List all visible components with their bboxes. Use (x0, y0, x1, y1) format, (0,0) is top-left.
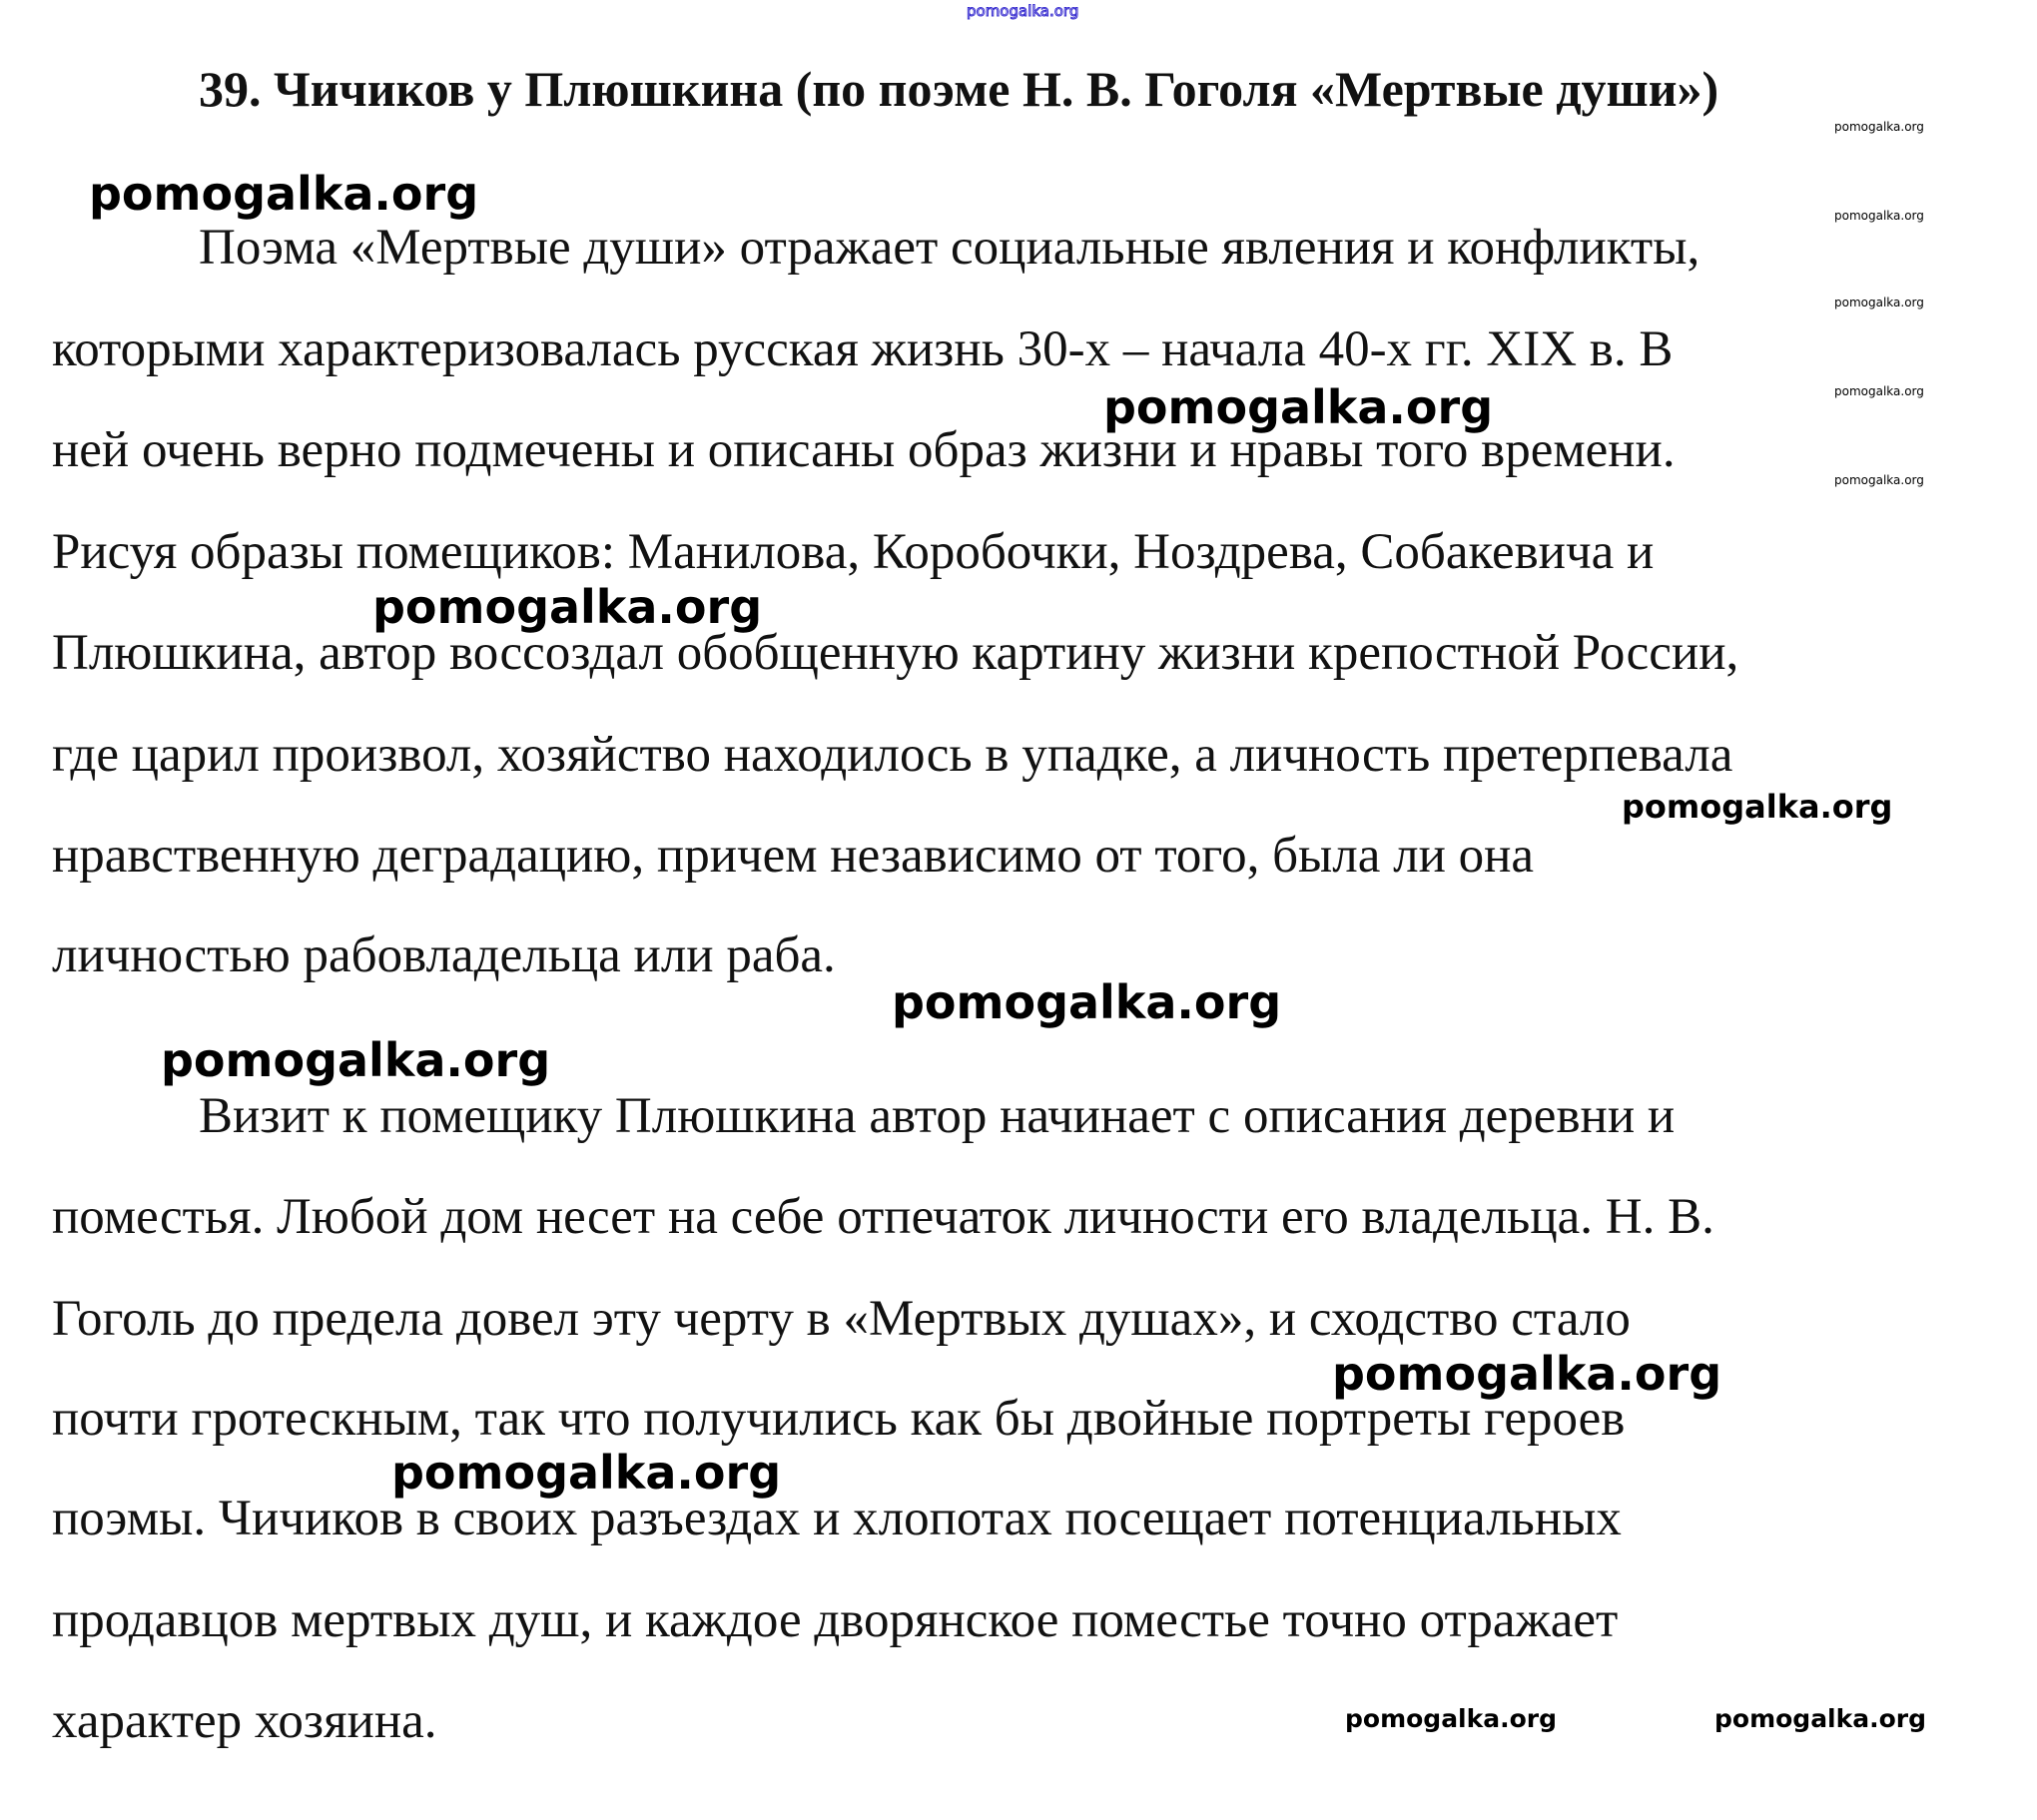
watermark-small: pomogalka.org (1834, 120, 1924, 134)
watermark: pomogalka.org (161, 1033, 551, 1087)
watermark: pomogalka.org (391, 1446, 782, 1500)
paragraph-2-line: поэмы. Чичиков в своих разъездах и хлопотах посещает потенциальных (52, 1491, 1622, 1546)
watermark-small: pomogalka.org (1834, 384, 1924, 398)
watermark: pomogalka.org (1622, 788, 1893, 826)
watermark-top: pomogalka.org (967, 2, 1079, 20)
paragraph-1-line: нравственную деградацию, причем независимо от того, была ли она (52, 828, 1535, 884)
paragraph-2-line: Визит к помещику Плюшкина автор начинает с описания деревни и (199, 1088, 1676, 1144)
paragraph-1-line: Рисуя образы помещиков: Манилова, Коробочки, Ноздрева, Собакевича и (52, 524, 1655, 580)
watermark: pomogalka.org (1103, 380, 1494, 434)
watermark: pomogalka.org (892, 975, 1282, 1029)
paragraph-2-line: характер хозяина. (52, 1693, 437, 1749)
paragraph-2-line: Гоголь до предела довел эту черту в «Мертвых душах», и сходство стало (52, 1291, 1631, 1347)
watermark: pomogalka.org (89, 167, 479, 221)
paragraph-1-line: которыми характеризовалась русская жизнь 30-х – начала 40-х гг. XIX в. В (52, 321, 1674, 377)
paragraph-2-line: поместья. Любой дом несет на себе отпечаток личности его владельца. Н. В. (52, 1189, 1714, 1245)
page-title: 39. Чичиков у Плюшкина (по поэме Н. В. Гоголя «Мертвые души») (199, 61, 1719, 117)
watermark-small: pomogalka.org (1834, 209, 1924, 223)
watermark-small: pomogalka.org (1834, 296, 1924, 309)
paragraph-1-line: личностью рабовладельца или раба. (52, 927, 836, 983)
paragraph-1-line: ней очень верно подмечены и описаны образ жизни и нравы того времени. (52, 422, 1676, 478)
paragraph-1-line: где царил произвол, хозяйство находилось в упадке, а личность претерпевала (52, 727, 1733, 783)
paragraph-2-line: почти гротескным, так что получились как бы двойные портреты героев (52, 1391, 1626, 1447)
watermark: pomogalka.org (1714, 1704, 1927, 1733)
watermark: pomogalka.org (1345, 1704, 1558, 1733)
watermark: pomogalka.org (1332, 1347, 1722, 1401)
paragraph-2-line: продавцов мертвых душ, и каждое дворянское поместье точно отражает (52, 1592, 1619, 1648)
paragraph-1-line: Поэма «Мертвые души» отражает социальные явления и конфликты, (199, 220, 1700, 276)
watermark-small: pomogalka.org (1834, 473, 1924, 487)
watermark: pomogalka.org (372, 580, 763, 634)
paragraph-1-line: Плюшкина, автор воссоздал обобщенную картину жизни крепостной России, (52, 625, 1739, 681)
